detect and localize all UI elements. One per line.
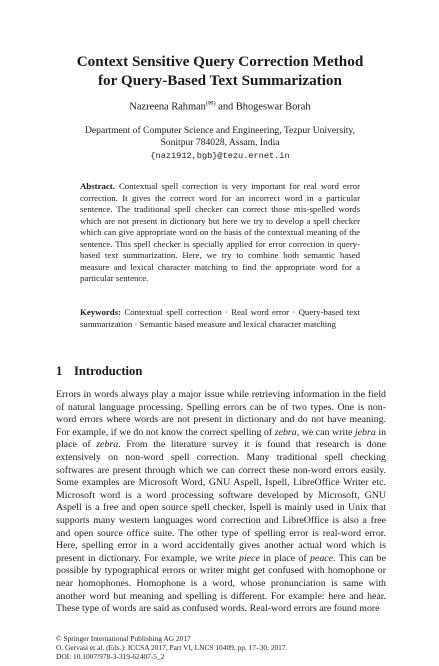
author-email: {naz1912,bgb}@tezu.ernet.in	[150, 150, 290, 161]
footer-doi-line: DOI: 10.1007/978-3-319-62407-5_2	[56, 652, 165, 662]
example-word: jebra	[354, 426, 376, 438]
affiliation	[60, 125, 380, 162]
example-word: zebra	[96, 439, 119, 451]
keywords	[80, 307, 360, 330]
body-text: , we can write	[296, 426, 355, 438]
author-1: Nazreena Rahman	[129, 101, 206, 113]
introduction-body	[56, 389, 386, 616]
example-word: piece	[239, 552, 260, 564]
body-text: . This can be possible by typographical errors or writer might get confused with homophone or near homophones. Homophone is a word, whose pronunciation is same with another word but meaning and spelling is different. For example: here and hear. These type of words are said as confused words. Real-word errors are found more	[56, 552, 386, 615]
body-text: in place of	[259, 552, 311, 564]
corresponding-author-mark: (✉)	[205, 100, 216, 107]
section-number: 1	[56, 364, 63, 378]
author-2: and Bhogeswar Borah	[215, 101, 311, 113]
abstract-text: Contextual spell correction is very important for real word error correction. It gives the correct word for an incorrect word in a particular sentence. The traditional spell checker can correct those mis-spelled words which are not present in dictionary but here we try to develop a spell checker which can give appropriate word on the basis of the contextual meaning of the sentence. This spell checker is specially applied for error correction in query-based text summarization. Here, we try to combine both semantic based measure and lexical character matching to find the appropriate word for a particular sentence.	[80, 181, 361, 283]
footer-copyright	[56, 634, 396, 662]
title-line-1: Context Sensitive Query Correction Method	[76, 53, 364, 70]
footer-copyright-line: © Springer International Publishing AG 2017	[56, 634, 191, 643]
affiliation-line-2: Sonitpur 784028, Assam, India	[160, 137, 280, 149]
example-word: zebra	[274, 426, 297, 438]
body-text: in place of	[56, 426, 387, 451]
body-text: . From the literature survey it is found that research is done extensively on non-word spell correction. Many traditional spell checking softwares are present through which we can correct these non-word errors easily. Some examples are Microsoft Word, GNU Aspell, Ispell, LibreOffice Writer etc. Microsoft word is a word processing software developed by Microsoft, GNU Aspell is a free and open source spell checker, Ispell is mainly used in Unix that supports many western languages word correction and LibreOffice is also a free and open source office suite. The other type of spelling error is real-word error. Here, spelling error in a word accidentally gives another actual word which is present in dictionary. For example, we write	[56, 439, 386, 564]
example-word: peace	[310, 552, 334, 564]
paper-title	[40, 52, 400, 90]
author-list	[40, 97, 400, 113]
abstract	[80, 181, 360, 285]
keywords-label: Keywords:	[80, 307, 122, 317]
abstract-label: Abstract.	[80, 181, 115, 191]
affiliation-line-1: Department of Computer Science and Engineering, Tezpur University,	[84, 125, 355, 136]
section-heading	[56, 364, 386, 379]
section-title: Introduction	[74, 364, 143, 378]
introduction-paragraph	[56, 389, 386, 616]
body-text: Errors in words always play a major issue while retrieving information in the field of natural language processing. Spelling errors can be of two types. One is non-word errors where words are not present in dictionary and do not have meaning. For example, if we do not know the correct spelling of	[56, 389, 386, 438]
keywords-text: Contextual spell correction · Real word error · Query-based text summarization · Semantic based measure and lexical character matching	[80, 307, 360, 329]
title-line-2: for Query-Based Text Summarization	[98, 72, 342, 89]
footer-citation-line: O. Gervasi et al. (Eds.): ICCSA 2017, Part VI, LNCS 10409, pp. 17–30, 2017.	[56, 643, 288, 653]
